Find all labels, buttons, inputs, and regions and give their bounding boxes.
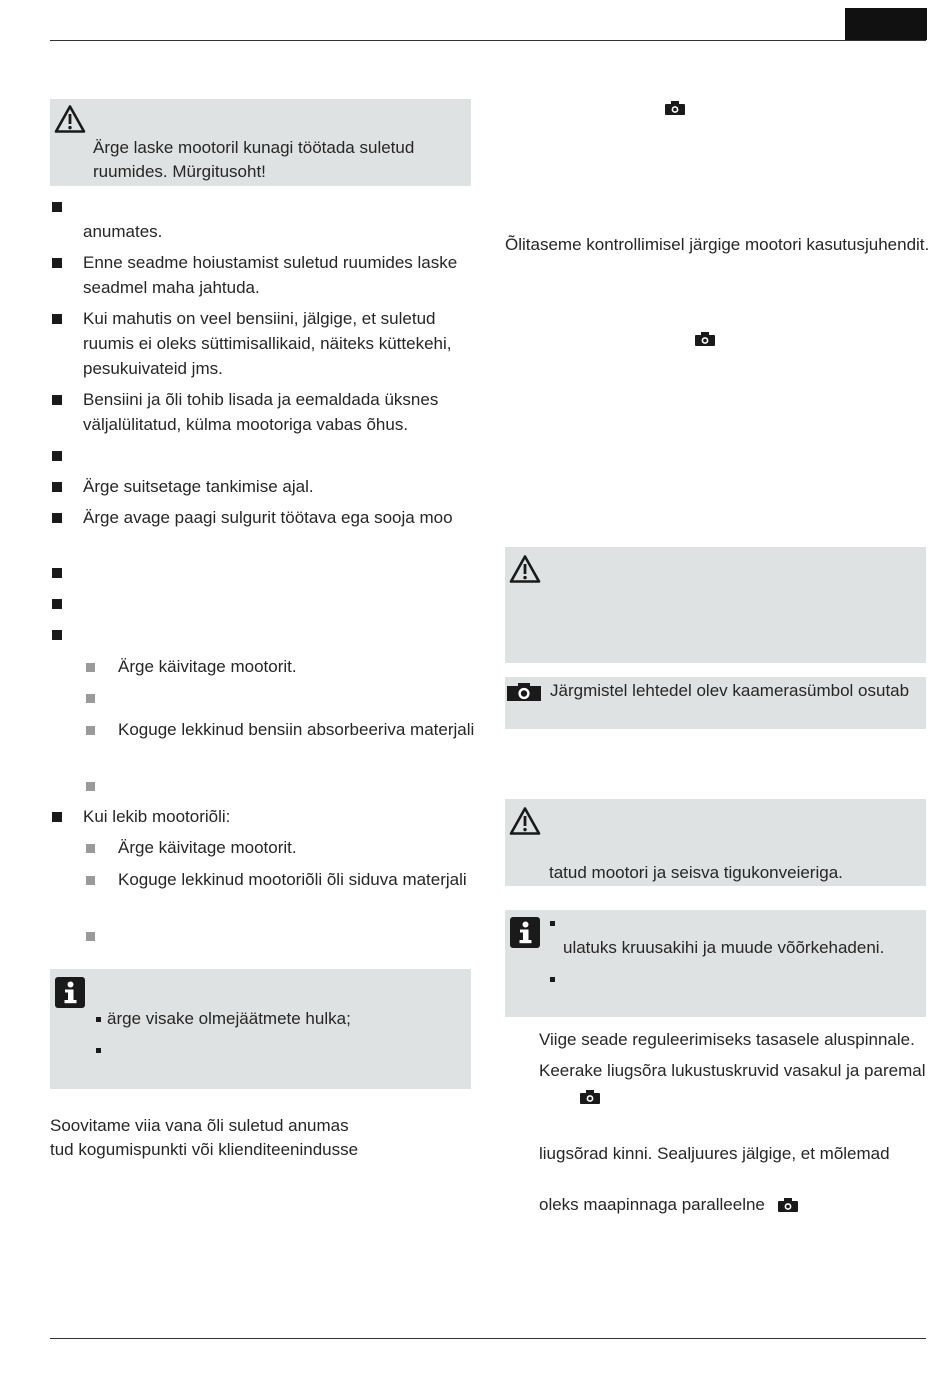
sub-bullet-marker (86, 726, 95, 735)
paragraph-text: tud kogumispunkti või klienditeenindusse (50, 1140, 359, 1159)
camera-icon (580, 1090, 600, 1104)
bullet-marker (52, 812, 62, 822)
step-text: oleks maapinnaga paralleelne (539, 1195, 765, 1214)
page-tab-block (845, 8, 927, 40)
list-item-text: Ärge avage paagi sulgurit töötava ega sooja moo (83, 508, 453, 527)
warning-triangle-icon (54, 104, 86, 134)
list-item-text: ruumis ei oleks süttimisallikaid, näiteks küttekehi, (83, 334, 452, 353)
sub-bullet-marker (86, 782, 95, 791)
camera-icon (778, 1198, 798, 1212)
sub-item-text: Koguge lekkinud bensiin absorbeeriva materjali (118, 720, 475, 739)
camera-note-text: Järgmistel lehtedel olev kaamerasümbol osutab (550, 681, 910, 700)
list-item-text: pesukuivateid jms. (83, 359, 223, 378)
sub-item-text: Ärge käivitage mootorit. (118, 657, 297, 676)
bullet-marker (52, 314, 62, 324)
bullet-marker (52, 482, 62, 492)
sub-item-text: Ärge käivitage mootorit. (118, 838, 297, 857)
footer-rule (50, 1338, 926, 1339)
warning-triangle-icon (509, 806, 541, 836)
list-item-text: Enne seadme hoiustamist suletud ruumides laske (83, 253, 458, 272)
bullet-marker (52, 599, 62, 609)
camera-icon (665, 101, 685, 115)
step-text: liugsõrad kinni. Sealjuures jälgige, et mõlemad (539, 1144, 890, 1163)
warning-box (505, 547, 926, 663)
info-bullet-marker (550, 921, 555, 926)
warning-text: tatud mootori ja seisva tigukonveieriga. (549, 863, 843, 882)
bullet-marker (52, 202, 62, 212)
warning-text: ruumides. Mürgitusoht! (93, 162, 266, 181)
list-item-text: seadmel maha jahtuda. (83, 278, 260, 297)
info-item-text: ulatuks kruusakihi ja muude võõrkehadeni. (563, 938, 885, 957)
sub-bullet-marker (86, 663, 95, 672)
sub-item-text: Koguge lekkinud mootoriõli õli siduva materjali (118, 870, 467, 889)
list-item-text: anumates. (83, 222, 163, 241)
step-text: Keerake liugsõra lukustuskruvid vasakul ja paremal (539, 1061, 926, 1080)
step-text: Viige seade reguleerimiseks tasasele aluspinnale. (539, 1030, 915, 1049)
info-bullet-marker (96, 1017, 101, 1022)
sub-bullet-marker (86, 694, 95, 703)
bullet-marker (52, 451, 62, 461)
oil-check-text: Õlitaseme kontrollimisel järgige mootori kasutusjuhendit. (505, 235, 930, 254)
list-item-text: Kui lekib mootoriõli: (83, 807, 231, 826)
warning-triangle-icon (509, 554, 541, 584)
info-item-text: ärge visake olmejäätmete hulka; (107, 1009, 351, 1028)
list-item-text: Kui mahutis on veel bensiini, jälgige, et suletud (83, 309, 436, 328)
header-rule (50, 40, 926, 41)
bullet-marker (52, 513, 62, 523)
camera-icon (507, 683, 541, 701)
sub-bullet-marker (86, 932, 95, 941)
sub-bullet-marker (86, 844, 95, 853)
info-bullet-marker (550, 977, 555, 982)
bullet-marker (52, 395, 62, 405)
list-item-text: Ärge suitsetage tankimise ajal. (83, 477, 314, 496)
info-icon (55, 977, 85, 1008)
paragraph-text: Soovitame viia vana õli suletud anumas (50, 1116, 349, 1135)
bullet-marker (52, 630, 62, 640)
info-bullet-marker (96, 1048, 101, 1053)
info-box (505, 910, 926, 1017)
list-item-text: väljalülitatud, külma mootoriga vabas õhus. (83, 415, 409, 434)
camera-icon (695, 332, 715, 346)
sub-bullet-marker (86, 876, 95, 885)
bullet-marker (52, 258, 62, 268)
warning-text: Ärge laske mootoril kunagi töötada suletud (93, 138, 415, 157)
bullet-marker (52, 568, 62, 578)
info-icon (510, 917, 540, 948)
list-item-text: Bensiini ja õli tohib lisada ja eemaldada üksnes (83, 390, 439, 409)
